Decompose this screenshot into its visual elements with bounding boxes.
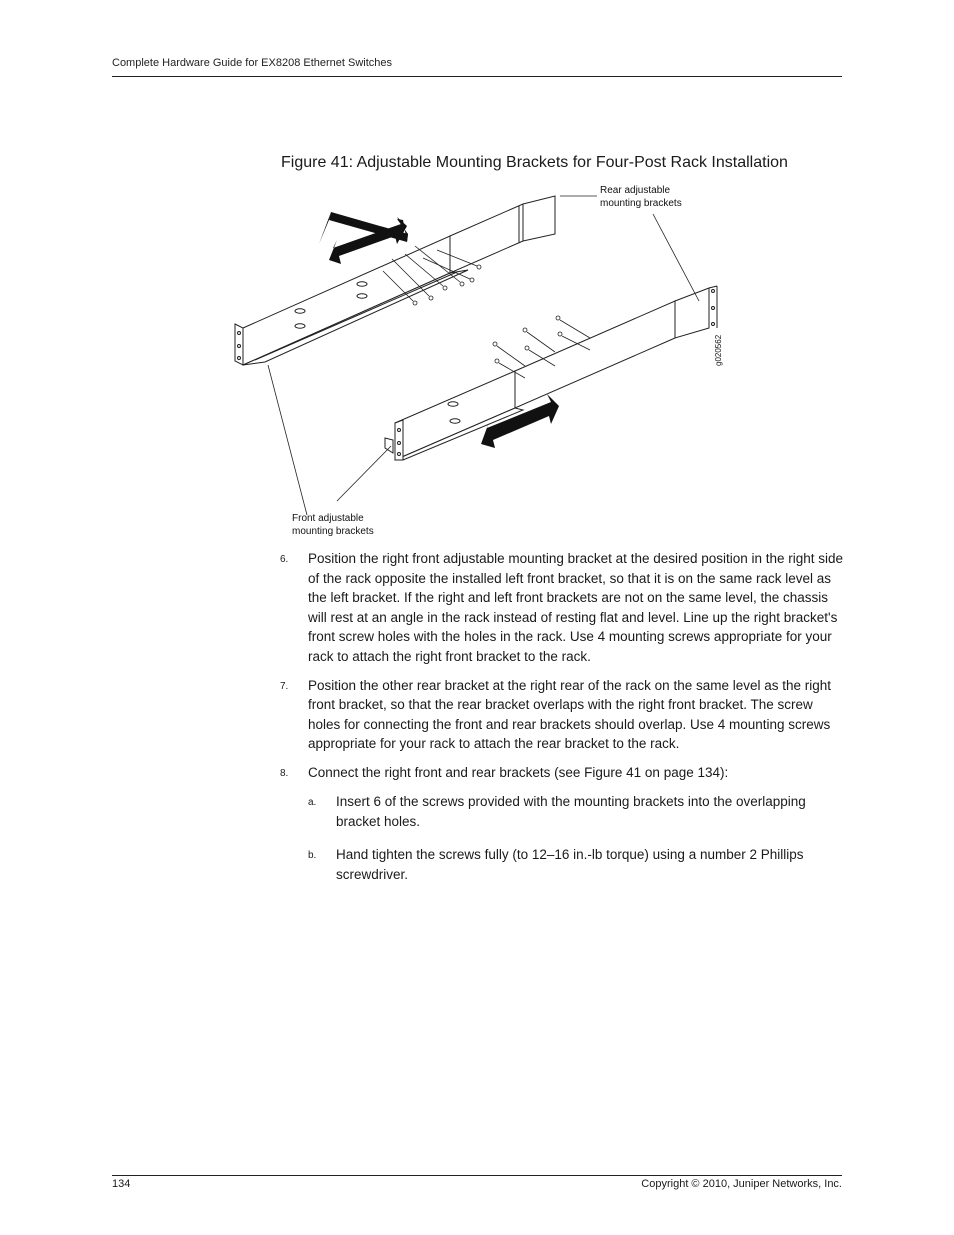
step-number: 7. bbox=[280, 680, 289, 692]
rear-bracket-label-line2: mounting brackets bbox=[600, 198, 682, 209]
substep-text: Hand tighten the screws fully (to 12–16 in.-lb torque) using a number 2 Phillips screwdriver. bbox=[336, 847, 804, 882]
substep-a bbox=[280, 792, 844, 831]
figure-title: Figure 41: Adjustable Mounting Brackets for Four-Post Rack Installation bbox=[281, 154, 788, 171]
lower-front-bracket bbox=[385, 371, 523, 460]
lower-rear-bracket bbox=[515, 286, 717, 408]
step-number: 8. bbox=[280, 768, 289, 779]
step-number: 6. bbox=[280, 554, 289, 565]
procedure-steps bbox=[280, 549, 844, 898]
front-bracket-label-line1: Front adjustable bbox=[292, 513, 364, 524]
page-number: 134 bbox=[112, 1178, 131, 1190]
substep-letter: a. bbox=[308, 797, 317, 808]
figure-id: g020562 bbox=[714, 334, 723, 366]
header-rule bbox=[112, 76, 842, 77]
front-bracket-label-line2: mounting brackets bbox=[292, 526, 374, 537]
footer-rule bbox=[112, 1175, 842, 1176]
substep-letter: b. bbox=[308, 850, 317, 861]
step-7 bbox=[280, 676, 844, 754]
step-6 bbox=[280, 549, 844, 666]
upper-front-bracket bbox=[235, 236, 468, 365]
copyright-notice: Copyright © 2010, Juniper Networks, Inc. bbox=[641, 1178, 842, 1190]
substep-b bbox=[280, 845, 844, 884]
step-text: Connect the right front and rear brackets (see Figure 41 on page 134): bbox=[308, 765, 729, 780]
step-8 bbox=[280, 763, 844, 783]
step-text: Position the right front adjustable mounting bracket at the desired position in the right side of the rack opposite the installed left front bracket, so that it is on the same rack level as the left bracket. If the right and left front brackets are not on the same level, the chassis will rest at an angle in the rack instead of resting flat and level. Line up the right bracket's front screw holes with the holes in the rack. Use 4 mounting screws appropriate for your rack to attach the right front bracket to the rack. bbox=[308, 551, 844, 664]
step-text: Position the other rear bracket at the right rear of the rack on the same level as the right front bracket, so that the rear bracket overlaps with the right front bracket. The screw holes for connecting the front and rear brackets should overlap. Use 4 mounting screws appropriate for your rack to attach the rear bracket to the rack. bbox=[308, 677, 832, 751]
bracket-illustration bbox=[225, 178, 735, 540]
rear-bracket-label-line1: Rear adjustable bbox=[600, 185, 671, 196]
running-header: Complete Hardware Guide for EX8208 Ethernet Switches bbox=[112, 57, 393, 69]
substep-text: Insert 6 of the screws provided with the mounting brackets into the overlapping bracket holes. bbox=[336, 794, 806, 829]
